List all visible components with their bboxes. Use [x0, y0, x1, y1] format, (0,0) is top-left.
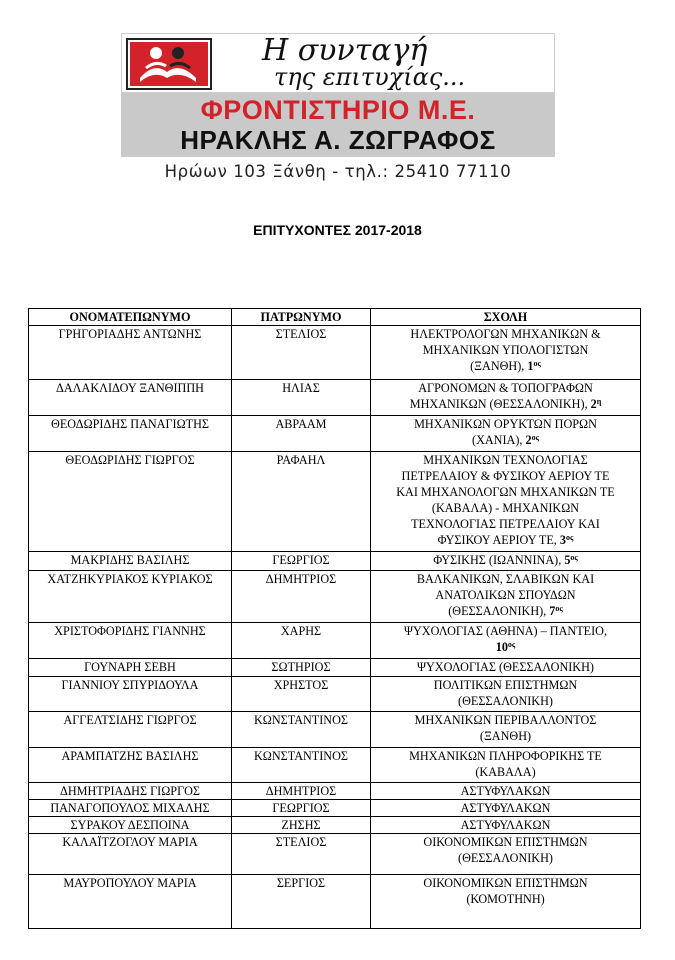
- school-line: (ΞΑΝΘΗ),: [470, 359, 528, 373]
- cell-school: [371, 712, 641, 748]
- logo-banner: [121, 33, 555, 191]
- slogan-line-2: της επιτυχίας...: [274, 63, 466, 91]
- school-line: (ΚΟΜΟΤΗΝΗ): [466, 892, 545, 906]
- table-row: [29, 748, 641, 783]
- school-line: (ΘΕΣΣΑΛΟΝΙΚΗ): [458, 694, 553, 708]
- reading-figures-icon: [126, 38, 212, 90]
- school-line: ΜΗΧΑΝΙΚΩΝ ΥΠΟΛΟΓΙΣΤΩΝ: [422, 343, 589, 357]
- school-line: ΜΗΧΑΝΙΚΩΝ ΠΛΗΡΟΦΟΡΙΚΗΣ ΤΕ: [409, 749, 602, 763]
- school-line: ΦΥΣΙΚΗΣ (ΙΩΑΝΝΙΝΑ),: [433, 553, 565, 567]
- cell-school: [371, 817, 641, 834]
- cell-name: ΑΓΓΕΛΤΣΙΔΗΣ ΓΙΩΡΓΟΣ: [29, 712, 232, 748]
- table-row: [29, 452, 641, 552]
- school-line: ΤΕΧΝΟΛΟΓΙΑΣ ΠΕΤΡΕΛΑΙΟΥ ΚΑΙ: [411, 517, 600, 531]
- rank-suffix: ος: [570, 553, 578, 562]
- header-name: ΟΝΟΜΑΤΕΠΩΝΥΜΟ: [29, 309, 232, 326]
- brand-owner: ΗΡΑΚΛΗΣ Α. ΖΩΓΡΑΦΟΣ: [180, 125, 496, 155]
- school-line: (ΚΑΒΑΛΑ) - ΜΗΧΑΝΙΚΩΝ: [431, 501, 580, 515]
- logo-brand-band: [121, 93, 555, 157]
- school-line: ΟΙΚΟΝΟΜΙΚΩΝ ΕΠΙΣΤΗΜΩΝ: [423, 835, 588, 849]
- cell-school: [371, 800, 641, 817]
- table-row: [29, 800, 641, 817]
- school-line: ΨΥΧΟΛΟΓΙΑΣ (ΑΘΗΝΑ) – ΠΑΝΤΕΙΟ,: [403, 624, 607, 638]
- school-line: ΑΣΤΥΦΥΛΑΚΩΝ: [460, 818, 551, 832]
- cell-school: [371, 452, 641, 552]
- rank-suffix: ος: [533, 359, 541, 368]
- cell-school: [371, 380, 641, 416]
- table-row: [29, 875, 641, 929]
- school-line: ΚΑΙ ΜΗΧΑΝΟΛΟΓΩΝ ΜΗΧΑΝΙΚΩΝ ΤΕ: [396, 485, 615, 499]
- table-row: [29, 834, 641, 875]
- table-row: [29, 712, 641, 748]
- school-line: (ΞΑΝΘΗ): [479, 729, 532, 743]
- cell-father: ΡΑΦΑΗΛ: [232, 452, 371, 552]
- table-row: [29, 552, 641, 571]
- school-line: ΒΑΛΚΑΝΙΚΩΝ, ΣΛΑΒΙΚΩΝ ΚΑΙ: [416, 572, 595, 586]
- cell-name: ΓΙΑΝΝΙΟΥ ΣΠΥΡΙΔΟΥΛΑ: [29, 677, 232, 712]
- cell-school: [371, 834, 641, 875]
- table-header-row: [29, 309, 641, 326]
- cell-father: ΚΩΝΣΤΑΝΤΙΝΟΣ: [232, 748, 371, 783]
- cell-father: ΣΤΕΛΙΟΣ: [232, 326, 371, 380]
- school-line: ΨΥΧΟΛΟΓΙΑΣ (ΘΕΣΣΑΛΟΝΙΚΗ): [417, 660, 594, 674]
- table-row: [29, 659, 641, 677]
- school-rank: 2: [525, 433, 532, 447]
- school-line: ΑΣΤΥΦΥΛΑΚΩΝ: [460, 784, 551, 798]
- school-line: ΜΗΧΑΝΙΚΩΝ ΠΕΡΙΒΑΛΛΟΝΤΟΣ: [414, 713, 597, 727]
- table-row: [29, 416, 641, 452]
- school-rank: 3: [559, 533, 566, 547]
- cell-father: ΔΗΜΗΤΡΙΟΣ: [232, 783, 371, 800]
- school-rank: 7: [549, 604, 556, 618]
- cell-school: [371, 326, 641, 380]
- cell-school: [371, 416, 641, 452]
- school-line: ΑΣΤΥΦΥΛΑΚΩΝ: [460, 801, 551, 815]
- cell-school: [371, 623, 641, 659]
- table-row: [29, 380, 641, 416]
- table-row: [29, 783, 641, 800]
- cell-name: ΓΟΥΝΑΡΗ ΣΕΒΗ: [29, 659, 232, 677]
- cell-name: ΚΑΛΑΪΤΖΟΓΛΟΥ ΜΑΡΙΑ: [29, 834, 232, 875]
- school-line: ΜΗΧΑΝΙΚΩΝ ΤΕΧΝΟΛΟΓΙΑΣ: [423, 453, 588, 467]
- table-row: [29, 817, 641, 834]
- school-line: (ΘΕΣΣΑΛΟΝΙΚΗ),: [448, 604, 550, 618]
- school-line: (ΚΑΒΑΛΑ): [475, 765, 536, 779]
- cell-name: ΜΑΥΡΟΠΟΥΛΟΥ ΜΑΡΙΑ: [29, 875, 232, 929]
- cell-name: ΘΕΟΔΩΡΙΔΗΣ ΠΑΝΑΓΙΩΤΗΣ: [29, 416, 232, 452]
- cell-school: [371, 875, 641, 929]
- cell-name: ΠΑΝΑΓΟΠΟΥΛΟΣ ΜΙΧΑΛΗΣ: [29, 800, 232, 817]
- school-rank: 2: [590, 397, 597, 411]
- cell-father: ΖΗΣΗΣ: [232, 817, 371, 834]
- cell-father: ΚΩΝΣΤΑΝΤΙΝΟΣ: [232, 712, 371, 748]
- cell-father: ΓΕΩΡΓΙΟΣ: [232, 552, 371, 571]
- cell-school: [371, 748, 641, 783]
- cell-name: ΓΡΗΓΟΡΙΑΔΗΣ ΑΝΤΩΝΗΣ: [29, 326, 232, 380]
- school-rank: 1: [527, 359, 534, 373]
- header-school: ΣΧΟΛΗ: [371, 309, 641, 326]
- cell-school: [371, 571, 641, 623]
- rank-suffix: ος: [555, 604, 563, 613]
- cell-father: ΧΑΡΗΣ: [232, 623, 371, 659]
- cell-school: [371, 677, 641, 712]
- school-line: ΑΝΑΤΟΛΙΚΩΝ ΣΠΟΥΔΩΝ: [435, 588, 576, 602]
- cell-name: ΧΑΤΖΗΚΥΡΙΑΚΟΣ ΚΥΡΙΑΚΟΣ: [29, 571, 232, 623]
- cell-father: ΣΕΡΓΙΟΣ: [232, 875, 371, 929]
- cell-name: ΘΕΟΔΩΡΙΔΗΣ ΓΙΩΡΓΟΣ: [29, 452, 232, 552]
- table-row: [29, 326, 641, 380]
- school-line: ΜΗΧΑΝΙΚΩΝ ΟΡΥΚΤΩΝ ΠΟΡΩΝ: [414, 417, 597, 431]
- brand-name: ΦΡΟΝΤΙΣΤΗΡΙΟ Μ.Ε.: [200, 95, 476, 125]
- cell-father: ΗΛΙΑΣ: [232, 380, 371, 416]
- rank-suffix: η: [596, 397, 602, 406]
- school-line: ΦΥΣΙΚΟΥ ΑΕΡΙΟΥ ΤΕ,: [437, 533, 560, 547]
- school-line: ΠΟΛΙΤΙΚΩΝ ΕΠΙΣΤΗΜΩΝ: [433, 678, 578, 692]
- school-rank: 10: [495, 640, 508, 654]
- cell-name: ΔΑΛΑΚΛΙΔΟΥ ΞΑΝΘΙΠΠΗ: [29, 380, 232, 416]
- school-line: (ΧΑΝΙΑ),: [472, 433, 526, 447]
- school-line: (ΘΕΣΣΑΛΟΝΙΚΗ): [458, 851, 553, 865]
- header-father: ΠΑΤΡΩΝΥΜΟ: [232, 309, 371, 326]
- cell-father: ΣΩΤΗΡΙΟΣ: [232, 659, 371, 677]
- cell-name: ΣΥΡΑΚΟΥ ΔΕΣΠΟΙΝΑ: [29, 817, 232, 834]
- cell-father: ΑΒΡΑΑΜ: [232, 416, 371, 452]
- rank-suffix: ος: [565, 533, 574, 542]
- school-line: ΠΕΤΡΕΛΑΙΟΥ & ΦΥΣΙΚΟΥ ΑΕΡΙΟΥ ΤΕ: [401, 469, 610, 483]
- school-line: ΜΗΧΑΝΙΚΩΝ (ΘΕΣΣΑΛΟΝΙΚΗ),: [409, 397, 591, 411]
- cell-name: ΧΡΙΣΤΟΦΟΡΙΔΗΣ ΓΙΑΝΝΗΣ: [29, 623, 232, 659]
- cell-father: ΣΤΕΛΙΟΣ: [232, 834, 371, 875]
- slogan-line-1: Η συνταγή: [262, 33, 428, 68]
- table-row: [29, 677, 641, 712]
- table-row: [29, 623, 641, 659]
- cell-father: ΓΕΩΡΓΙΟΣ: [232, 800, 371, 817]
- school-rank: 5: [564, 553, 571, 567]
- cell-school: [371, 659, 641, 677]
- table-body: [29, 326, 641, 929]
- table-row: [29, 571, 641, 623]
- cell-name: ΑΡΑΜΠΑΤΖΗΣ ΒΑΣΙΛΗΣ: [29, 748, 232, 783]
- school-line: ΑΓΡΟΝΟΜΩΝ & ΤΟΠΟΓΡΑΦΩΝ: [418, 381, 593, 395]
- rank-suffix: ος: [507, 640, 516, 649]
- cell-school: [371, 552, 641, 571]
- school-line: ΗΛΕΚΤΡΟΛΟΓΩΝ ΜΗΧΑΝΙΚΩΝ &: [410, 327, 601, 341]
- school-line: ΟΙΚΟΝΟΜΙΚΩΝ ΕΠΙΣΤΗΜΩΝ: [423, 876, 588, 890]
- cell-name: ΜΑΚΡΙΔΗΣ ΒΑΣΙΛΗΣ: [29, 552, 232, 571]
- page-title: ΕΠΙΤΥΧΟΝΤΕΣ 2017-2018: [253, 222, 422, 238]
- logo-top: [121, 33, 555, 93]
- cell-school: [371, 783, 641, 800]
- results-table: [28, 308, 641, 929]
- cell-father: ΧΡΗΣΤΟΣ: [232, 677, 371, 712]
- rank-suffix: ος: [531, 433, 539, 442]
- brand-address: Ηρώων 103 Ξάνθη - τηλ.: 25410 77110: [164, 162, 512, 181]
- cell-name: ΔΗΜΗΤΡΙΑΔΗΣ ΓΙΩΡΓΟΣ: [29, 783, 232, 800]
- cell-father: ΔΗΜΗΤΡΙΟΣ: [232, 571, 371, 623]
